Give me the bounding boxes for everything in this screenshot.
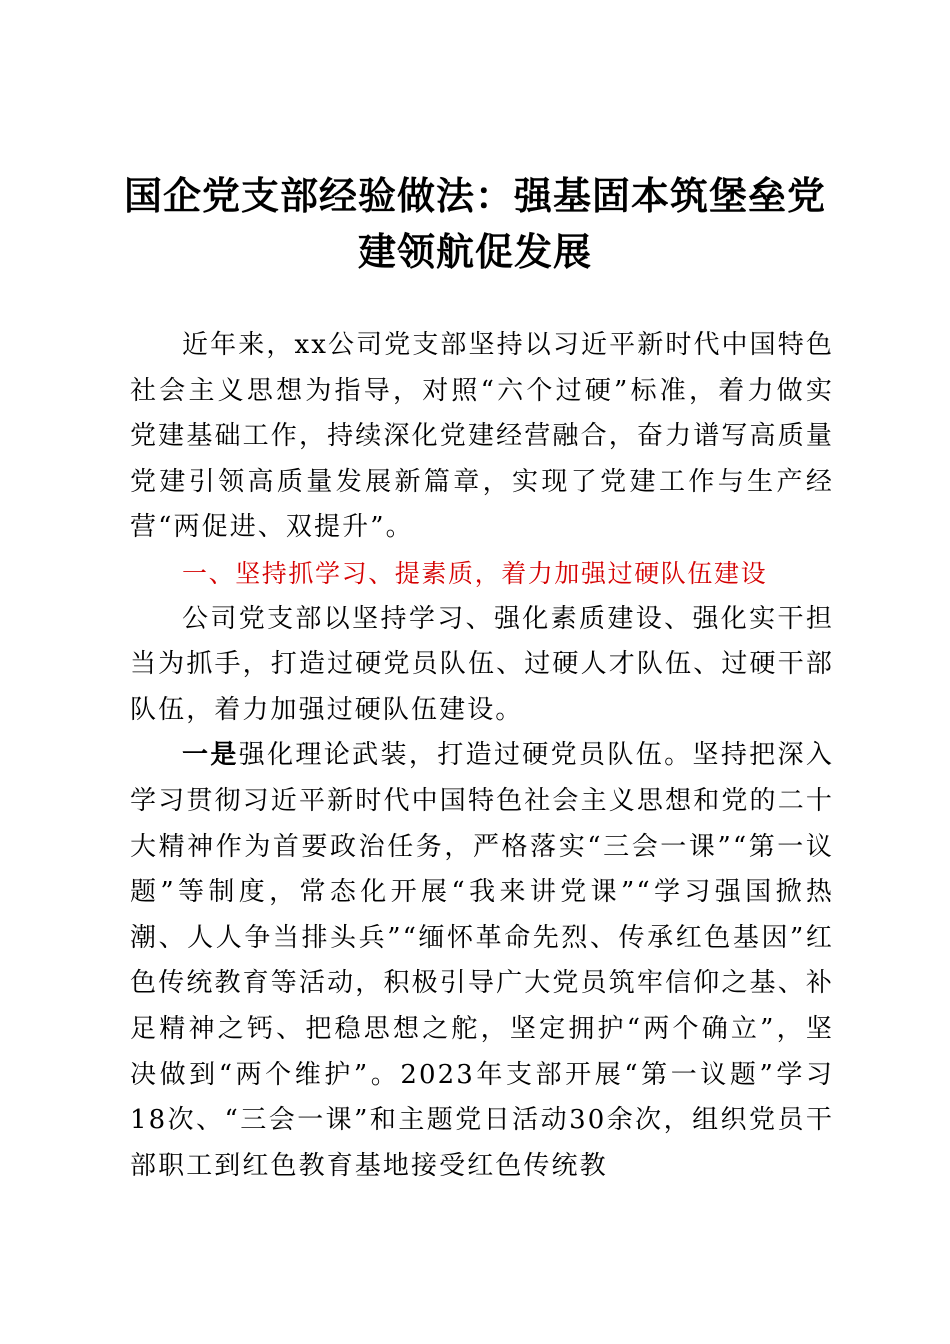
section-heading: 一、坚持抓学习、提素质，着力加强过硬队伍建设 — [182, 558, 768, 588]
point-text: 强化理论武装，打造过硬党员队伍。坚持把深入学习贯彻习近平新时代中国特色社会主义思想和党的二十大精神作为首要政治任务，严格落实“三会一课”“第一议题”等制度，常态化开展“我来讲党课”“学习强国掀热潮、人人争当排头兵”“缅怀革命先烈、传承红色基因”红色传统教育等活动，积极引导广大党员筑牢信仰之基、补足精神之钙、把稳思想之舵，坚定拥护“两个确立”，坚决做到“两个维护”。2023年支部开展“第一议题”学习18次、“三会一课”和主题党日活动30余次，组织党员干部职工到红色教育基地接受红色传统教 — [130, 740, 834, 1181]
section-paragraph: 公司党支部以坚持学习、强化素质建设、强化实干担当为抓手，打造过硬党员队伍、过硬人才队伍、过硬干部队伍，着力加强过硬队伍建设。 — [130, 603, 834, 725]
point-paragraph — [130, 733, 834, 1189]
document-title: 国企党支部经验做法：强基固本筑堡垒党建领航促发展 — [123, 174, 826, 274]
document-body — [130, 323, 834, 1189]
intro-paragraph: 近年来，xx公司党支部坚持以习近平新时代中国特色社会主义思想为指导，对照“六个过硬”标准，着力做实党建基础工作，持续深化党建经营融合，奋力谱写高质量党建引领高质量发展新篇章，实现了党建工作与生产经营“两促进、双提升”。 — [130, 330, 834, 543]
point-lead: 一是 — [182, 740, 239, 771]
